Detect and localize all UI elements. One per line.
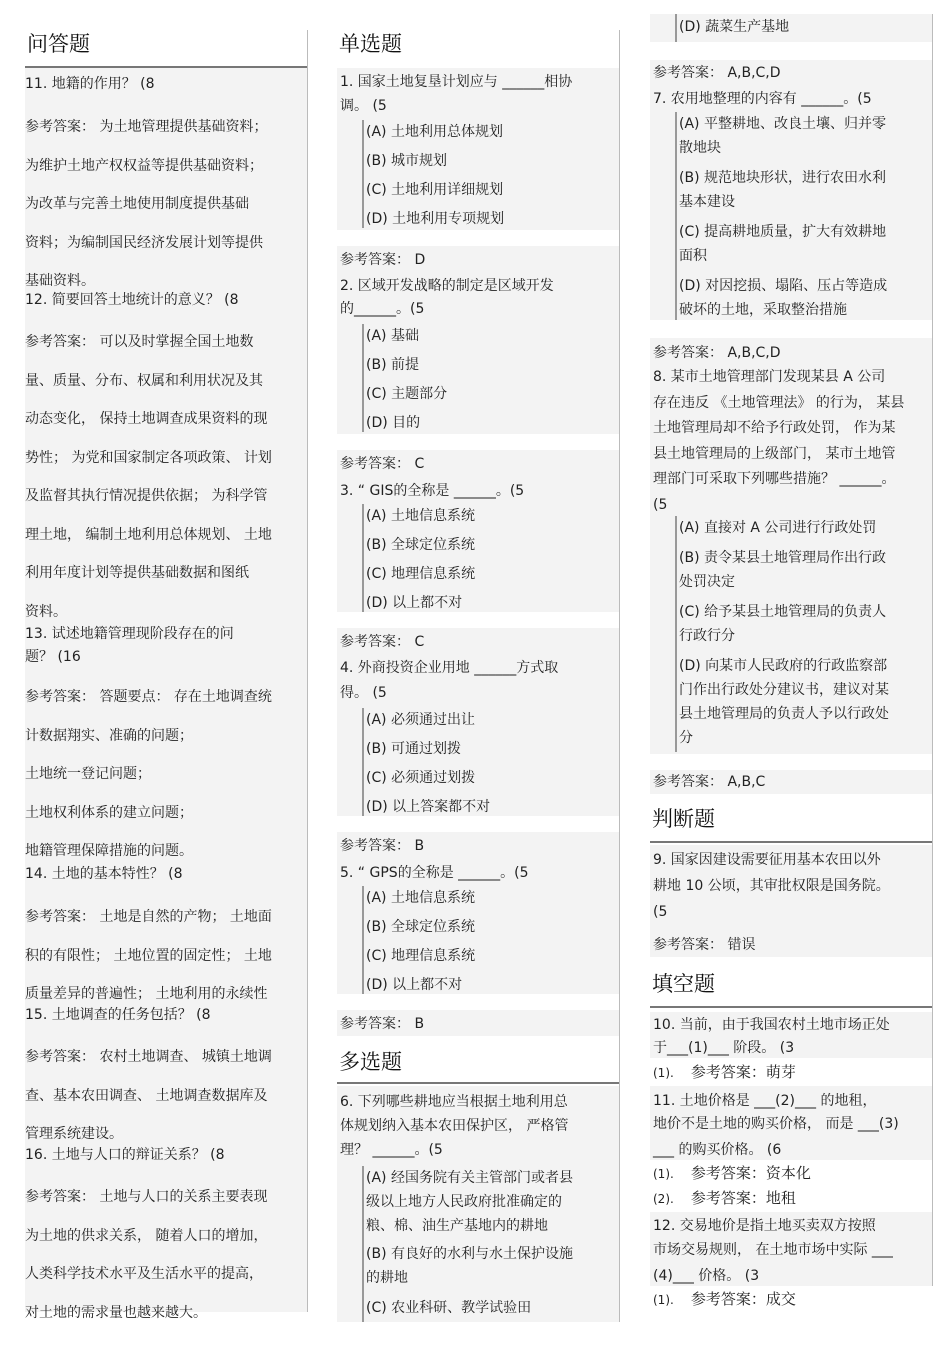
question-8-text: 8. 某市土地管理部门发现某县 A 公司 存在违反 《土地管理法》 的行为， 某县 土地管理局却不给予行政处罚， 作为某 县土地管理局的上级部门， 某市土地管 理部门可采取下列哪些措施？ ______。 (5 [653,369,905,513]
option-a[interactable]: (A) 平整耕地、改良土壤、归并零 散地块 [679,116,886,156]
question-12-text-3: (4)___ 价格。 (3 [653,1268,760,1284]
answer-16: 参考答案： 土地与人口的关系主要表现 为土地的供求关系， 随着人口的增加， 人类科学技术水平及生活水平的提高， 对土地的需求量也越来越大。 [25,1189,268,1321]
question-card-11 [650,1086,933,1160]
question-11-text-3: ___ 的购买价格。 (6 [653,1142,782,1158]
section-title-multi: 多选题 [337,1040,620,1084]
question-6-options-part1 [362,1166,616,1322]
answer-14: 参考答案： 土地是自然的产物； 土地面 积的有限性； 土地位置的固定性； 土地 质量差异的普遍性； 土地利用的永续性 [25,909,272,1002]
option-b[interactable]: (B) 有良好的水利与水土保护设施 的耕地 [366,1246,573,1286]
column-divider [619,30,620,1322]
option-c[interactable]: (C) 农业科研、教学试验田 [366,1300,532,1316]
option[interactable]: (C) 必须通过划拨 [366,770,476,786]
option[interactable]: (A) 土地信息系统 [366,508,475,524]
question-4-options [362,708,616,816]
question-card-10 [650,1012,933,1058]
option[interactable]: (D) 以上都不对 [366,595,463,611]
answer-5: 参考答案： B [340,1016,425,1032]
answer-10: (1). 参考答案：萌芽 [653,1063,796,1081]
question-card-2 [337,246,620,434]
answer-2: 参考答案： C [340,456,425,472]
option[interactable]: (D) 以上答案都不对 [366,799,491,815]
option-b[interactable]: (B) 规范地块形状，进行农田水利 基本建设 [679,170,886,210]
question-2-options [362,324,616,432]
answer-1: 参考答案： D [340,252,426,268]
question-4-text: 4. 外商投资企业用地 ______方式取 [340,660,559,676]
question-9-text: 9. 国家因建设需要征用基本农田以外 耕地 10 公顷，其审批权限是国务院。 (5 [653,852,890,920]
option-a[interactable]: (A) 直接对 A 公司进行行政处罚 [679,520,877,536]
option[interactable]: (B) 可通过划拨 [366,741,461,757]
option[interactable]: (D) 土地利用专项规划 [366,211,505,227]
option-a[interactable]: (A) 经国务院有关主管部门或者县 级以上地方人民政府批准确定的 粮、棉、油生产基地内的耕地 [366,1170,573,1234]
question-12: 12. 简要回答土地统计的意义？ (8 [25,292,239,308]
option[interactable]: (C) 地理信息系统 [366,948,476,964]
option[interactable]: (B) 城市规划 [366,153,447,169]
section-title-single: 单选题 [337,22,620,70]
question-16: 16. 土地与人口的辩证关系？ (8 [25,1147,225,1163]
answer-5-block [337,1010,620,1036]
section-title-qa: 问答题 [25,22,308,68]
question-card-5 [337,832,620,994]
question-2-text-2: 的______。(5 [340,301,425,317]
option-c[interactable]: (C) 给予某县土地管理局的负责人 行政行分 [679,604,887,644]
option-d[interactable]: (D) 向某市人民政府的行政监察部 门作出行政处分建议书，建议对某 县土地管理局的负责人予以行政处 分 [679,658,889,746]
answer-11-1: (1). 参考答案：资本化 [653,1164,811,1182]
option[interactable]: (A) 土地信息系统 [366,890,475,906]
answer-8-block [650,770,933,794]
section-title-judge: 判断题 [650,797,933,843]
question-14: 14. 土地的基本特性？ (8 [25,866,183,882]
question-7-options [675,112,929,320]
question-15: 15. 土地调查的任务包括？ (8 [25,1007,211,1023]
answer-12: 参考答案： 可以及时掌握全国土地数 量、质量、分布、权属和利用状况及其 动态变化， 保持土地调查成果资料的现 势性； 为党和国家制定各项政策、 计划 及监督其执行情况提供依据； 为科学管 理土地， 编制土地利用总体规划、 土地 利用年度计划等提供基础数据和图纸 资料。 [25,334,272,620]
question-6-option-d-block [650,14,933,42]
option[interactable]: (C) 地理信息系统 [366,566,476,582]
option[interactable]: (D) 目的 [366,415,421,431]
option[interactable]: (A) 土地利用总体规划 [366,124,503,140]
section-title-fill: 填空题 [650,962,933,1008]
option[interactable]: (C) 主题部分 [366,386,448,402]
question-8-options [675,516,929,752]
option[interactable]: (B) 前提 [366,357,419,373]
answer-15: 参考答案： 农村土地调查、 城镇土地调 查、基本农田调查、 土地调查数据库及 管理系统建设。 [25,1049,272,1142]
answer-9: 参考答案： 错误 [653,937,756,953]
option-d[interactable]: (D) 蔬菜生产基地 [675,14,929,42]
question-3-text: 3. “ GIS的全称是 ______。(5 [340,483,525,499]
column-divider [932,14,933,1286]
answer-6: 参考答案： A,B,C,D [653,65,781,81]
option-b[interactable]: (B) 责令某县土地管理局作出行政 处罚决定 [679,550,886,590]
answer-11: 参考答案： 为土地管理提供基础资料； 为维护土地产权权益等提供基础资料； 为改革与完善土地使用制度提供基础 资料；为编制国民经济发展计划等提供 基础资料。 [25,119,268,289]
question-12-text-2: 市场交易规则， 在土地市场中实际 ___ [653,1242,893,1258]
answer-13: 参考答案： 答题要点： 存在土地调查统 计数据翔实、准确的问题； 土地统一登记问题； 土地权利体系的建立问题； 地籍管理保障措施的问题。 [25,689,272,859]
answer-8: 参考答案： A,B,C [653,774,766,790]
question-card-8 [650,338,933,754]
question-11: 11. 地籍的作用？ (8 [25,76,155,92]
question-card-9 [650,845,933,957]
question-12-text: 12. 交易地价是指土地买卖双方按照 [653,1218,876,1234]
option-d[interactable]: (D) 对因挖损、塌陷、压占等造成 破坏的土地，采取整治措施 [679,278,888,318]
question-card-12 [650,1212,933,1286]
question-card-4 [337,628,620,816]
question-3-options [362,504,616,612]
question-5-text: 5. “ GPS的全称是 ______。(5 [340,865,529,881]
answer-12: (1). 参考答案：成交 [653,1290,796,1308]
question-2-text: 2. 区域开发战略的制定是区域开发 [340,278,554,294]
answer-11-2: (2). 参考答案：地租 [653,1189,796,1207]
option[interactable]: (B) 全球定位系统 [366,537,475,553]
question-13: 13. 试述地籍管理现阶段存在的问 题？ (16 [25,626,234,665]
question-11-text: 11. 土地价格是 ___(2)___ 的地租， [653,1093,877,1109]
option[interactable]: (A) 必须通过出让 [366,712,475,728]
question-11-text-2: 地价不是土地的购买价格， 而是 ___(3) [653,1116,899,1132]
question-10-text: 10. 当前，由于我国农村土地市场正处 [653,1017,890,1033]
answer-7: 参考答案： A,B,C,D [653,345,781,361]
question-card-6 [337,1086,620,1322]
question-card-1 [337,68,620,230]
question-card-3 [337,450,620,612]
question-6-text: 6. 下列哪些耕地应当根据土地利用总 体规划纳入基本农田保护区， 严格管 理？ ______。(5 [340,1094,569,1158]
question-5-options [362,886,616,994]
question-1-text-2: 调。 (5 [340,98,387,114]
option[interactable]: (D) 以上都不对 [366,977,463,993]
answer-4: 参考答案： B [340,838,425,854]
question-card-7 [650,60,933,320]
option[interactable]: (A) 基础 [366,328,419,344]
question-1-options [362,120,616,228]
option-c[interactable]: (C) 提高耕地质量，扩大有效耕地 面积 [679,224,887,264]
question-10-text-2: 于___(1)___ 阶段。 (3 [653,1040,795,1056]
question-1-text: 1. 国家土地复垦计划应与 ______相协 [340,74,573,90]
column-divider [307,30,308,1312]
qa-block [25,68,308,1321]
answer-3: 参考答案： C [340,634,425,650]
question-4-text-2: 得。 (5 [340,685,387,701]
option[interactable]: (C) 土地利用详细规划 [366,182,504,198]
question-7-text: 7. 农用地整理的内容有 ______。(5 [653,91,872,107]
option[interactable]: (B) 全球定位系统 [366,919,475,935]
